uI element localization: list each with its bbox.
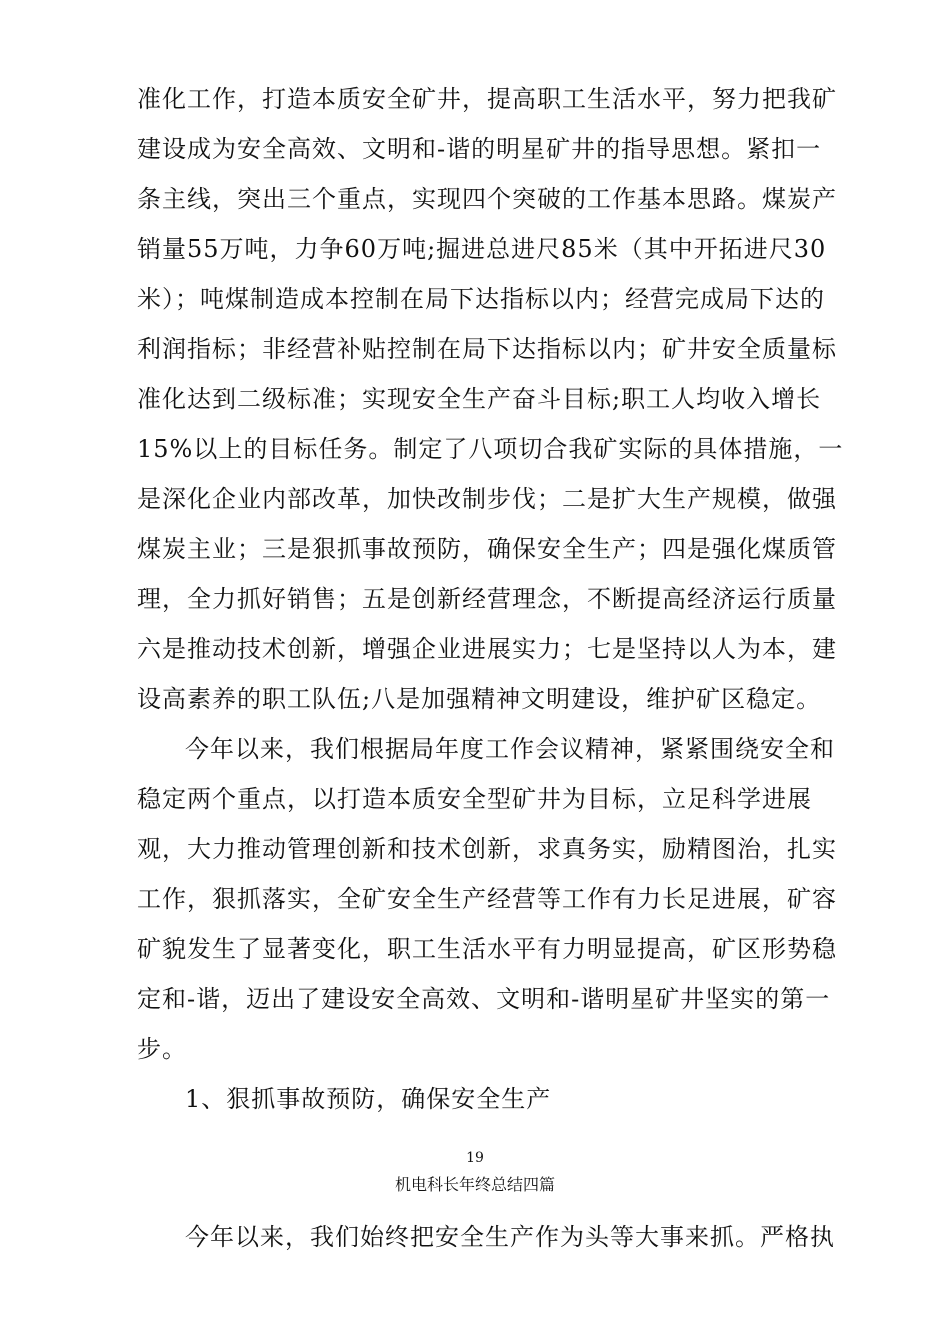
section-heading: 1、狠抓事故预防，确保安全生产 — [185, 1085, 552, 1113]
text-line: 煤炭主业；三是狠抓事故预防，确保安全生产；四是强化煤质管 — [137, 535, 837, 563]
text-line: 准化达到二级标准；实现安全生产奋斗目标;职工人均收入增长 — [137, 385, 822, 413]
running-title: 机电科长年终总结四篇 — [394, 1175, 555, 1194]
text-line: 15%以上的目标任务。制定了八项切合我矿实际的具体措施，一 — [137, 435, 844, 463]
text-line: 六是推动技术创新，增强企业进展实力；七是坚持以人为本，建 — [137, 635, 837, 663]
text-line: 销量55万吨，力争60万吨;掘进总进尺85米（其中开拓进尺30 — [137, 235, 827, 263]
text-line: 观，大力推动管理创新和技术创新，求真务实，励精图治，扎实 — [137, 835, 837, 863]
text-line: 条主线，突出三个重点，实现四个突破的工作基本思路。煤炭产 — [137, 185, 837, 213]
text-line: 稳定两个重点，以打造本质安全型矿井为目标，立足科学进展 — [137, 785, 812, 813]
paragraph-first-line: 今年以来，我们始终把安全生产作为头等大事来抓。严格执 — [185, 1223, 835, 1251]
text-line: 建设成为安全高效、文明和-谐的明星矿井的指导思想。紧扣一 — [137, 135, 822, 163]
text-line: 设高素养的职工队伍;八是加强精神文明建设，维护矿区稳定。 — [137, 685, 822, 713]
paragraph-first-line: 今年以来，我们根据局年度工作会议精神，紧紧围绕安全和 — [185, 735, 835, 763]
text-line: 米）；吨煤制造成本控制在局下达指标以内；经营完成局下达的 — [137, 285, 825, 313]
text-line: 定和-谐，迈出了建设安全高效、文明和-谐明星矿井坚实的第一 — [137, 985, 831, 1013]
text-line: 步。 — [137, 1035, 187, 1063]
text-line: 准化工作，打造本质安全矿井，提高职工生活水平，努力把我矿 — [137, 85, 837, 113]
text-line: 理，全力抓好销售；五是创新经营理念，不断提高经济运行质量 — [137, 585, 837, 613]
text-line: 矿貌发生了显著变化，职工生活水平有力明显提高，矿区形势稳 — [137, 935, 837, 963]
page-number: 19 — [466, 1150, 484, 1166]
text-line: 是深化企业内部改革，加快改制步伐；二是扩大生产规模，做强 — [137, 485, 837, 513]
text-line: 利润指标；非经营补贴控制在局下达指标以内；矿井安全质量标 — [137, 335, 837, 363]
text-line: 工作，狠抓落实，全矿安全生产经营等工作有力长足进展，矿容 — [137, 885, 837, 913]
